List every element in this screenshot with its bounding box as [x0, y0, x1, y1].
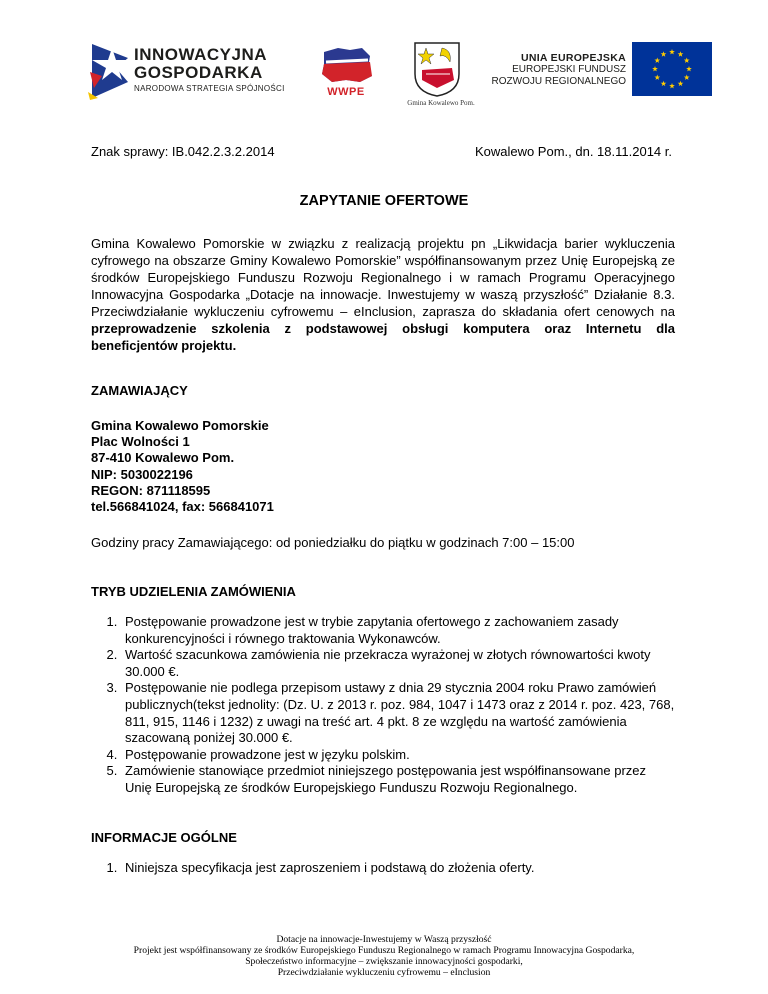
general-list [91, 860, 675, 877]
list-item: 4. Postępowanie prowadzone jest w języku polskim. [121, 747, 675, 764]
footer-line: Dotacje na innowacje-Inwestujemy w Waszą przyszłość [276, 934, 492, 945]
eu-line-3: ROZWOJU REGIONALNEGO [491, 76, 626, 87]
footer-line: Projekt jest współfinansowany ze środków Europejskiego Funduszu Regionalnego w ramach Programu Innowacyjna Gospodarka, [133, 945, 635, 956]
document-title: ZAPYTANIE OFERTOWE [299, 193, 469, 209]
intro-paragraph [91, 235, 675, 354]
ig-star-icon [88, 42, 130, 100]
orderer-heading: ZAMAWIAJĄCY [91, 383, 188, 398]
office-hours: Godziny pracy Zamawiającego: od poniedziałku do piątku w godzinach 7:00 – 15:00 [91, 535, 575, 550]
case-reference: Znak sprawy: IB.042.2.3.2.2014 [91, 144, 275, 159]
mode-heading: TRYB UDZIELENIA ZAMÓWIENIA [91, 584, 296, 599]
list-item: 1. Postępowanie prowadzone jest w trybie zapytania ofertowego z zachowaniem zasady konkurencyjności i równego traktowania Wykonawców. [121, 614, 675, 647]
eu-flag-icon [632, 42, 712, 96]
document-date: Kowalewo Pom., dn. 18.11.2014 r. [474, 144, 672, 159]
orderer-regon: REGON: 871118595 [91, 482, 211, 498]
ig-title: INNOWACYJNA GOSPODARKA [134, 45, 268, 82]
crest-caption: Gmina Kowalewo Pom. [407, 99, 475, 107]
eu-line-1: UNIA EUROPEJSKA [520, 52, 626, 64]
orderer-name: Gmina Kowalewo Pomorskie [91, 418, 269, 433]
list-item: 5. Zamówienie stanowiące przedmiot niniejszego postępowania jest współfinansowane przez Unię Europejską ze środków Europejskiego Funduszu Rozwoju Regionalnego. [121, 763, 675, 796]
orderer-phone-fax: tel.566841024, fax: 566841071 [91, 499, 274, 515]
innowacyjna-gospodarka-logo [88, 42, 288, 100]
orderer-details [91, 418, 274, 515]
general-heading: INFORMACJE OGÓLNE [91, 830, 237, 845]
intro-text: Gmina Kowalewo Pomorskie w związku z realizacją projektu pn „Likwidacja barier wykluczenia cyfrowego na obszarze Gminy Kowalewo Pomorskie” współfinansowanym przez Unię Europejską ze środków Europejskiego Funduszu Rozwoju Regionalnego i w ramach Programu Operacyjnego Innowacyjna Gospodarka „Dotacje na innowacje. Inwestujemy w waszą przyszłość” Działanie 8.3. Przeciwdziałanie wykluczeniu cyfrowemu – eInclusion, zaprasza do składania ofert cenowych na [91, 236, 675, 319]
footer-line: Przeciwdziałanie wykluczeniu cyfrowemu – eInclusion [277, 967, 491, 978]
intro-bold-text: przeprowadzenie szkolenia z podstawowej obsługi komputera oraz Internetu dla beneficjentów projektu. [91, 321, 675, 353]
page-footer [70, 934, 698, 978]
list-item: 3. Postępowanie nie podlega przepisom ustawy z dnia 29 stycznia 2004 roku Prawo zamówień publicznych(tekst jednolity: (Dz. U. z 2013 r. poz. 984, 1047 i 1473 oraz z 2014 r. poz. 423, 768, 811, 915, 1146 i 1232) z uwagi na treść art. 4 pkt. 8 ze względu na wartość zamówienia szacowaną poniżej 30.000 €. [121, 680, 675, 746]
list-item: 1. Niniejsza specyfikacja jest zaproszeniem i podstawą do złożenia oferty. [121, 860, 675, 877]
orderer-nip: NIP: 5030022196 [91, 466, 193, 482]
ig-subtitle: NARODOWA STRATEGIA SPÓJNOŚCI [134, 84, 285, 93]
list-item: 2. Wartość szacunkowa zamówienia nie przekracza wyrażonej w złotych równowartości kwoty 30.000 €. [121, 647, 675, 680]
orderer-city: 87-410 Kowalewo Pom. [91, 450, 235, 466]
municipality-crest-icon [412, 40, 462, 98]
wwpe-logo [316, 44, 376, 102]
wwpe-label: WWPE [327, 86, 365, 98]
poland-map-icon [316, 44, 376, 86]
orderer-street: Plac Wolności 1 [91, 434, 190, 450]
mode-list [91, 614, 675, 797]
footer-line: Społeczeństwo informacyjne – zwiększanie innowacyjności gospodarki, [245, 956, 523, 967]
eu-logo-text [486, 52, 626, 88]
eu-line-2: EUROPEJSKI FUNDUSZ [512, 64, 626, 75]
